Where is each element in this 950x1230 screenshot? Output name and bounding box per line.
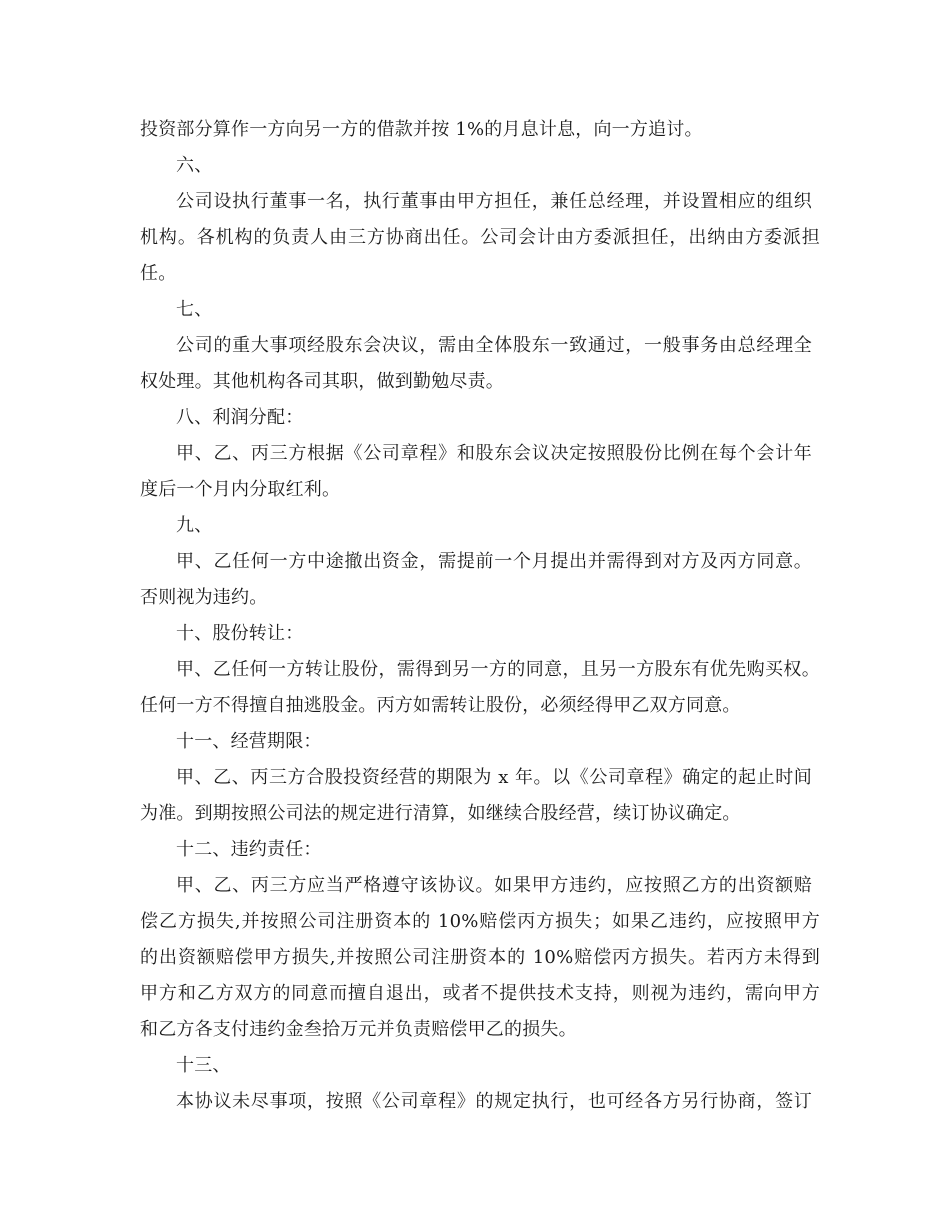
text-line: 和乙方各支付违约金叁拾万元并负责赔偿甲乙的损失。 — [140, 1019, 577, 1040]
text-line: 甲、乙任何一方中途撤出资金，需提前一个月提出并需得到对方及丙方同意。 — [176, 551, 812, 572]
text-line: 公司设执行董事一名，执行董事由甲方担任，兼任总经理，并设置相应的组织 — [176, 191, 812, 212]
text-line: 的出资额赔偿甲方损失,并按照公司注册资本的 10%赔偿丙方损失。若丙方未得到 — [140, 947, 820, 968]
text-line: 否则视为违约。 — [140, 587, 268, 608]
text-line: 权处理。其他机构各司其职，做到勤勉尽责。 — [140, 371, 504, 392]
text-line: 为准。到期按照公司法的规定进行清算，如继续合股经营，续订协议确定。 — [140, 803, 741, 824]
section-heading-7: 七、 — [176, 299, 213, 320]
text-line: 度后一个月内分取红利。 — [140, 479, 341, 500]
text-line: 甲、乙、丙三方应当严格遵守该协议。如果甲方违约，应按照乙方的出资额赔 — [176, 875, 812, 896]
section-heading-11: 十一、经营期限： — [176, 731, 322, 752]
text-line: 甲、乙任何一方转让股份，需得到另一方的同意，且另一方股东有优先购买权。 — [176, 659, 820, 680]
text-line: 公司的重大事项经股东会决议，需由全体股东一致通过，一般事务由总经理全 — [176, 335, 812, 356]
text-line: 甲、乙、丙三方合股投资经营的期限为 x 年。以《公司章程》确定的起止时间 — [176, 767, 812, 788]
section-heading-13: 十三、 — [176, 1055, 231, 1076]
section-heading-12: 十二、违约责任： — [176, 839, 322, 860]
section-heading-9: 九、 — [176, 515, 213, 536]
section-heading-6: 六、 — [176, 155, 213, 176]
text-line: 任。 — [140, 263, 177, 284]
text-line: 甲、乙、丙三方根据《公司章程》和股东会议决定按照股份比例在每个会计年 — [176, 443, 812, 464]
text-line: 投资部分算作一方向另一方的借款并按 1%的月息计息，向一方追讨。 — [140, 119, 703, 140]
section-heading-8: 八、利润分配： — [176, 407, 304, 428]
text-line: 机构。各机构的负责人由三方协商出任。公司会计由方委派担任，出纳由方委派担 — [140, 227, 820, 248]
text-line: 任何一方不得擅自抽逃股金。丙方如需转让股份，必须经得甲乙双方同意。 — [140, 695, 741, 716]
section-heading-10: 十、股份转让： — [176, 623, 304, 644]
text-line: 偿乙方损失,并按照公司注册资本的 10%赔偿丙方损失；如果乙违约，应按照甲方 — [140, 911, 820, 932]
text-line: 本协议未尽事项，按照《公司章程》的规定执行，也可经各方另行协商，签订 — [176, 1091, 812, 1112]
text-line: 甲方和乙方双方的同意而擅自退出，或者不提供技术支持，则视为违约，需向甲方 — [140, 983, 820, 1004]
